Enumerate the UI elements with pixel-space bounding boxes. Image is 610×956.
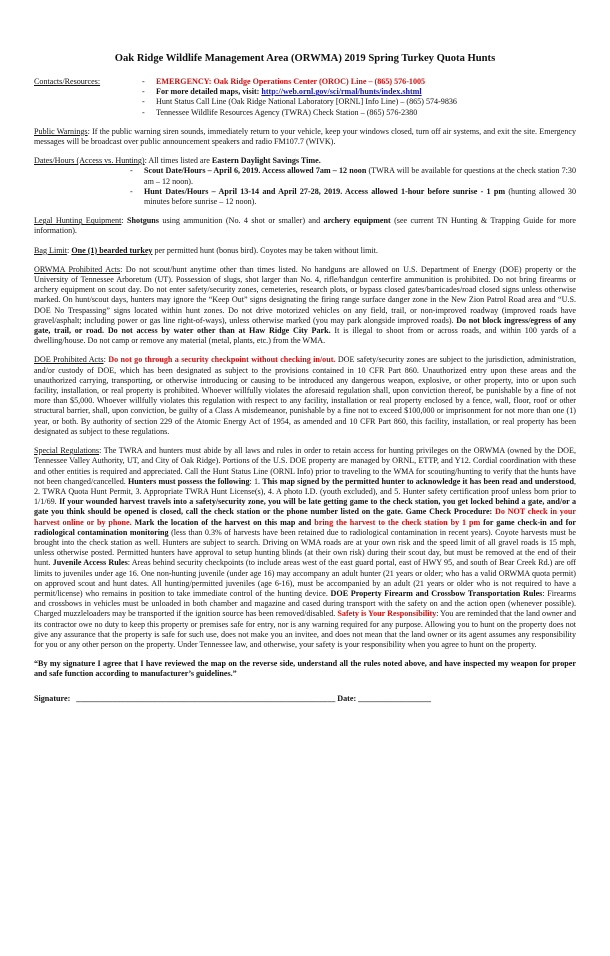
warnings-text: : If the public warning siren sounds, immediately return to your vehicle, keep your windows closed, turn off air systems, and exit the site. Emergency messages will be broadcast over public announcement speakers and radio FM107.7 (WIVK). [34,126,577,147]
equipment-archery: archery equipment [323,216,391,226]
special-bold-5: for game check-in and for radiological contamination monitoring [34,517,576,537]
doe-text: DOE safety/security zones are subject to the jurisdiction, administration, and/or custody of DOE, which has been designated as subject to the provisions contained in 10 CFR Part 860. Unauthorized entry upon these areas and the unauthorized carrying, transporting, or otherwise introducing or causing to be introduced any dangerous weapon, explosive, or other property, into or upon such facility, installation, or real property is prohibited. Whoever willfully violates the aforesaid regulation shall, upon conviction thereof, be punishable by a fine of not more than $5,000. Whoever willfully violates this regulation with respect to any facility, installation or real property enclosed by a fence, wall, floor, roof or other structural barrier, shall, upon conviction, be guilty of a Class A misdemeanor, punishable by a fine not to exceed $100,000 or imprisonment for not more than one (1) year, or both. By authority of section 229 of the Atomic Energy Act of 1954, as amended and 10 CFR Part 860, this facility, installation, or real property has been designated as subject to these regulations. [34,355,576,436]
special-text-5: : Areas behind security checkpoints (to include areas west of the east guard portal, east of HWY 95, and south of Bear Creek Rd.) are off limits to juveniles under age 16. One non-hunting juvenile (under age 16) may accompany an adult hunter (21 years or older; who has a valid ORWMA quota permit) on approved scout and hunt dates. All hunting/permitted juveniles (age 6-16), must be accompanied by an adult (21 years or older who is not required to have a permit/license) who remains in position to take immediate control of the hunting device. [34,558,576,598]
bag-limit-section: Bag Limit: One (1) bearded turkey per permitted hunt (bonus bird). Coyotes may be taken without limit. [34,245,378,255]
special-text-6: : Firearms and crossbows in vehicles must be unloaded in both chamber and magazine and cased during transport with the safety on and the action open (whenever possible). Charged muzzleloaders may be transported if the ignition source has been removed/disabled. [34,588,576,619]
contacts-label: Contacts/Resources: [34,77,101,86]
dates-intro-bold: Eastern Daylight Savings Time. [211,156,321,166]
special-red-2: bring the harvest to the check station by 1 pm [314,517,481,527]
special-bold-7: DOE Property Firearm and Crossbow Transportation Rules [330,588,543,598]
orwma-text-1: : Do not scout/hunt anytime other than times listed. No handguns are allowed on U.S. Department of Energy (DOE) property or the University of Tennessee Arboretum (UT). Possession of slugs, shot larger than No. 4, rifle/handgun centerfire ammunition is prohibited. Do not bring firearms or archery equipment on scout day. Do not enter safety/security zones, cemeteries, research plots, or bypass closed gates/barricades/road closed signs unless otherwise marked. On hunt/scout days, hunters may ignore the “Keep Out” signs designating the firing range surface danger zone in the New Zion Patrol Road area and “U.S. DOE No Trespassing” signs located within hunt zones. Do not drive motorized vehicles on any field, trail, or non-improved roadway (improved roads have gravel/asphalt; including power or gas line right-of-ways), unless otherwise marked (you may park alongside improved roads). [34,264,576,325]
scout-dates: Scout Date/Hours – April 6, 2019. Access allowed 7am – 12 noon [144,166,367,176]
special-red-1: Do NOT check in your harvest online or by phone. [34,507,576,527]
maps-prefix: For more detailed maps, visit: [156,87,262,97]
special-bold-3: If your wounded harvest travels into a safety/security zone, you will be late getting game to the check station, you get locked behind a gate, and/or a gate you think should be opened is closed, call the check station or the phone number listed on the gate. Game Check Procedure: [34,497,576,517]
emergency-line: EMERGENCY: Oak Ridge Operations Center (OROC) Line – (865) 576-1005 [156,77,426,86]
signature-field[interactable]: ________________________________________________________________ [76,693,336,703]
twra-check-line: Tennessee Wildlife Resources Agency (TWRA) Check Station – (865) 576-2380 [156,107,418,117]
date-field[interactable]: __________________ [358,693,431,703]
special-text-4: (less than 0.3% of harvests have been retained due to radiological contamination in recent years). Coyote harvests must be brought into the check station as well. Hunters are subject to search. Driving on WMA roads are at your own risk and the speed limit of all gravel roads is 15 mph, unless otherwise posted. Permitted hunters have approval to setup hunting blinds (at their own risk) during their scout day, but must be removed at the end of their hunt. [34,527,577,568]
special-text-1: : The TWRA and hunters must abide by all laws and rules in order to retain access for hunting privileges on the ORWMA (owned by the DOE, Tennessee Valley Authority, UT, and City of Oak Ridge). Portions of the U.S. DOE property are managed by ORNL, ETTP, and Y12. Cordial coordination with these and other entities is required and appreciated. Call the Hunt Status Line (ORNL Info) prior to traveling to the WMA for scouting/hunting to verify that the hunts have not been changed/cancelled. [34,446,576,486]
special-text-3: , 2. TWRA Quota Hunt Permit, 3. Appropriate TWRA Hunt License(s), 4. A photo I.D. (youth excluded), and 5. Hunter safety certification proof unless born prior to 1/1/69. [34,476,576,507]
bag-limit-bold: One (1) bearded turkey [71,245,153,255]
equipment-shotguns: Shotguns [127,216,159,226]
orwma-text-2: It is illegal to shoot from or across roads, and within 100 yards of a dwelling/house. Do not camp or remove any material (metal, plants, etc.) from the WMA. [34,326,576,346]
signature-label: Signature: [34,693,71,703]
doe-label: DOE Prohibited Acts [34,355,104,365]
special-label: Special Regulations [34,446,100,456]
equipment-text-2: (see current TN Hunting & Trapping Guide for more information). [34,216,576,236]
equipment-label: Legal Hunting Equipment [34,216,122,226]
public-warnings-section [34,127,576,147]
dates-label: Dates/Hours (Access vs. Hunting) [34,156,145,166]
scout-dates-note: (TWRA will be available for questions at the check station 7:30 am – 12 noon). [144,166,576,186]
orwma-label: ORWMA Prohibited Acts [34,264,121,274]
orwma-bold: Do not block ingress/egress of any gate, trail, or road. Do not access by water other than at Haw Ridge City Park. [34,315,577,336]
special-bold-4: Mark the location of the harvest on this map and [131,517,315,527]
agreement-statement: “By my signature I agree that I have reviewed the map on the reverse side, understand all the rules noted above, and have inspected my weapon for proper and safe function according to manufacturer’s guidelines.” [34,659,576,679]
special-bold-1: Hunters must possess the following [127,476,250,486]
orwma-prohibited-section [34,265,576,347]
special-regulations-section [34,446,576,650]
bag-limit-label: Bag Limit [34,245,68,255]
doe-warning: Do not go through a security checkpoint without checking in/out. [108,355,336,365]
document-title: Oak Ridge Wildlife Management Area (ORWMA) 2019 Spring Turkey Quota Hunts [114,53,496,64]
dates-intro: : All times listed are [144,156,212,166]
equipment-section: Legal Hunting Equipment: Shotguns using ammunition (No. 4 shot or smaller) and archery equipment (see current TN Hunting & Trapping Guide for more information). [34,216,576,236]
equipment-text-1: using ammunition (No. 4 shot or smaller) and [158,216,324,226]
hunt-dates: Hunt Dates/Hours – April 13-14 and April 27-28, 2019. Access allowed 1-hour before sunrise - 1 pm [144,186,506,196]
special-bold-6: Juvenile Access Rules [52,558,128,568]
doe-prohibited-section: DOE Prohibited Acts: Do not go through a security checkpoint without checking in/out. DOE safety/security zones are subject to the jurisdiction, administration, and/or custody of DOE, which has been designated as subject to the provisions contained in 10 CFR Part 860. Unauthorized entry upon these areas and the unauthorized carrying, transporting, or otherwise introducing or causing to be introduced any dangerous weapon, explosive, or other property, into or upon such facility, installation, or real property is prohibited. Whoever willfully violates the aforesaid regulation shall, upon conviction thereof, be punishable by a fine of not more than $5,000. Whoever willfully violates this regulation with respect to any facility, installation or real property enclosed by a fence, wall, floor, roof or other structural barrier, shall, upon conviction, be guilty of a Class A misdemeanor, punishable by a fine not to exceed $100,000 or imprisonment for not more than one (1) year, or both. By authority of section 229 of the Atomic Energy Act of 1954, as amended and 10 CFR Part 860, this facility, installation, or real property has been designated as subject to these regulations. [34,355,576,436]
special-text-2: : 1. [249,476,263,486]
dates-section: Dates/Hours (Access vs. Hunting): All times listed are Eastern Daylight Savings Time. - Scout Date/Hours – April 6, 2019. Access allowed 7am – 12 noon (TWRA will be available for questions at the check station 7:30 am – 12 noon). - Hunt Dates/Hours – April 13-14 and April 27-28, 2019. Access allowed 1-hour before sunrise - 1 pm (hunting allowed 30 minutes before sunrise – 12 noon). [34,156,576,207]
signature-row [34,694,576,704]
maps-link[interactable]: http://web.ornl.gov/sci/rmal/hunts/index.shtml [261,87,422,97]
warnings-label: Public Warnings [34,126,88,136]
contacts-section: Contacts/Resources: - EMERGENCY: Oak Ridge Operations Center (OROC) Line – (865) 576-1005 - For more detailed maps, visit: http://web.ornl.gov/sci/rmal/hunts/index.shtml - Hunt Status Call Line (Oak Ridge National Laboratory [ORNL] Info Line) – (865) 574-9836 - Tennessee Wildlife Resources Agency (TWRA) Check Station – (865) 576-2380 [34,77,457,117]
bag-limit-text: per permitted hunt (bonus bird). Coyotes may be taken without limit. [152,245,378,255]
special-bold-2: This map signed by the permitted hunter to acknowledge it has been read and understood [262,476,574,486]
special-red-3: Safety is Your Responsibility [337,609,437,619]
hunt-dates-note: (hunting allowed 30 minutes before sunrise – 12 noon). [144,186,576,207]
status-call-line: Hunt Status Call Line (Oak Ridge National Laboratory [ORNL] Info Line) – (865) 574-9836 [156,97,457,107]
special-text-7: : You are reminded that the land owner and its contractor owe no duty to keep this property or premises safe for entry, nor is any warning required for any purpose. Allowing you to hunt on the property does not give any assurance that the property is safe for such use, does not make you an invitee, and does not mean that the land owner or its agent assumes any responsibility for you or any other person on the property. Under Tennessee law, and otherwise, your safety is your responsibility when you agree to hunt on the property. [34,609,576,649]
date-label: Date: [337,693,357,703]
